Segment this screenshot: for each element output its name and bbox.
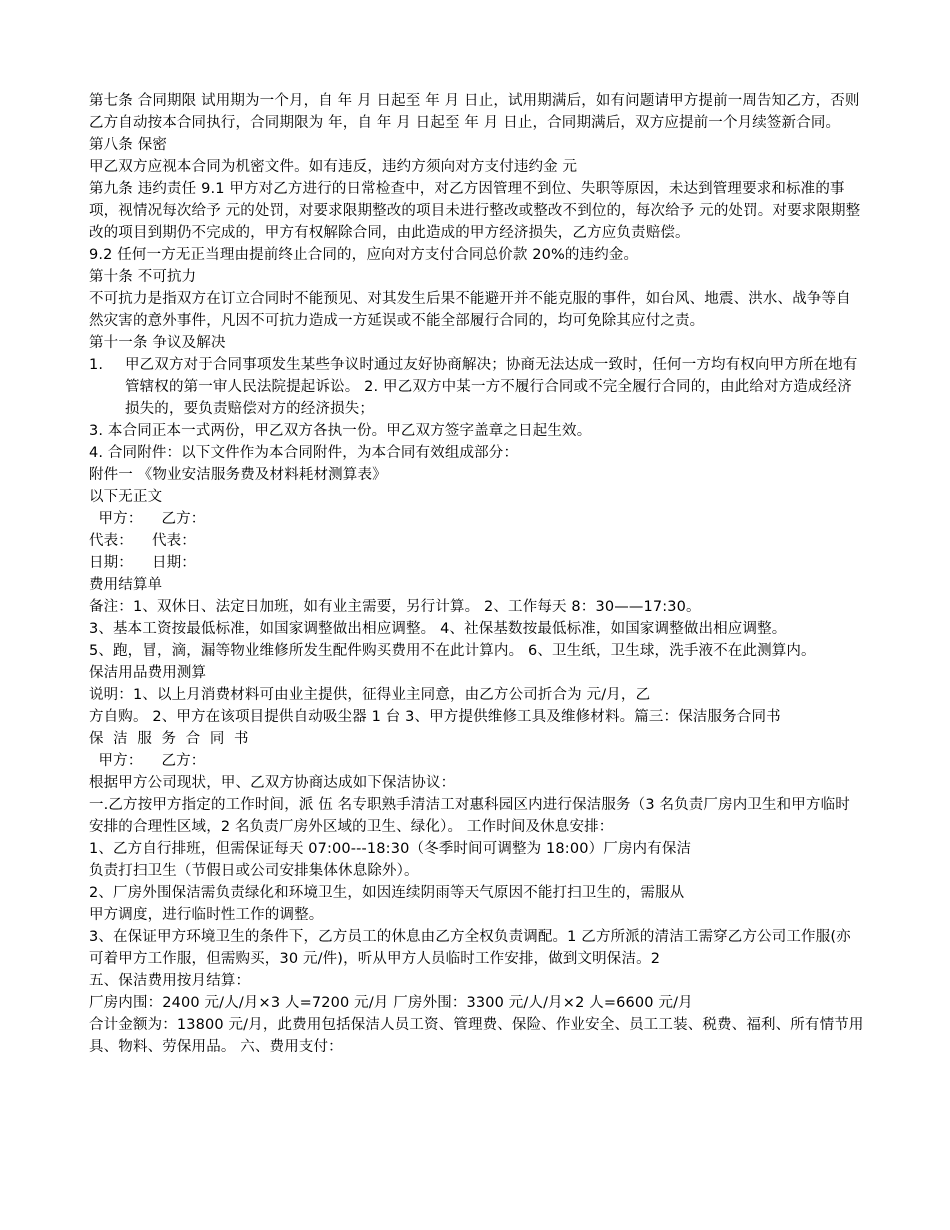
cleaning-cost-title: 保洁用品费用测算 — [89, 665, 207, 681]
contract-title: 保 洁 服 务 合 同 书 — [89, 731, 249, 747]
party-line: 甲方： 乙方： — [89, 511, 206, 527]
clause-10-text: 不可抗力是指双方在订立合同时不能预见、对其发生后果不能避开并不能克服的事件，如台风、地震、洪水、战争等自然灾害的意外事件，凡因不可抗力造成一方延误或不能全部履行合同的，均可免除其应付之责。 — [89, 291, 851, 329]
clause-10-heading: 第十条 不可抗力 — [89, 269, 197, 285]
clause-11-heading: 第十一条 争议及解决 — [89, 335, 226, 351]
remark-line-1: 备注：1、双休日、法定日加班，如有业主需要，另行计算。 2、工作每天 8：30——17:30。 — [89, 599, 701, 615]
date-line: 日期： 日期： — [89, 555, 196, 571]
schedule-line-1: 1、乙方自行排班，但需保证每天 07:00---18:30（冬季时间可调整为 18:00）厂房内有保洁 — [89, 841, 692, 857]
section-1-text: 一.乙方按甲方指定的工作时间，派 伍 名专职熟手清洁工对惠科园区内进行保洁服务（3 名负责厂房内卫生和甲方临时安排的合理性区域，2 名负责厂房外区域的卫生、绿化）。 工作时间及休息安排： — [89, 797, 850, 835]
party-line-2: 甲方： 乙方： — [89, 753, 206, 769]
remark-line-3: 5、跑，冒，滴，漏等物业维修所发生配件购买费用不在此计算内。 6、卫生纸，卫生球，洗手液不在此测算内。 — [89, 643, 816, 659]
clause-7-term: 第七条 合同期限 试用期为一个月，自 年 月 日起至 年 月 日止，试用期满后，如有问题请甲方提前一周告知乙方，否则乙方自动按本合同执行，合同期限为 年，自 年 月 日起至 年 月 日止，合同期满后，双方应提前一个月续签新合同。 — [89, 93, 860, 131]
representative-line: 代表： 代表： — [89, 533, 196, 549]
clause-8-heading: 第八条 保密 — [89, 137, 168, 153]
clause-8-text: 甲乙双方应视本合同为机密文件。如有违反，违约方须向对方支付违约金 元 — [89, 159, 578, 175]
attachment-title: 附件一 《物业安洁服务费及材料耗材测算表》 — [89, 467, 387, 483]
fee-breakdown: 厂房内围：2400 元/人/月×3 人=7200 元/月 厂房外围：3300 元/人/月×2 人=6600 元/月 — [89, 995, 693, 1011]
schedule-line-1b: 负责打扫卫生（节假日或公司安排集体休息除外）。 — [89, 863, 419, 879]
list-item — [89, 354, 864, 420]
clause-9-text: 第九条 违约责任 9.1 甲方对乙方进行的日常检查中，对乙方因管理不到位、失职等原因，未达到管理要求和标准的事项，视情况每次给予 元的处罚，对要求限期整改的项目未进行整改或整改不到位的，每次给予 元的处罚。对要求限期整改的项目到期仍不完成的，甲方有权解除合同，由此造成的甲方经济损失，乙方应负责赔偿。 — [89, 181, 861, 241]
schedule-line-2b: 甲方调度，进行临时性工作的调整。 — [89, 907, 324, 923]
item-3-text: 3. 本合同正本一式两份，甲乙双方各执一份。甲乙双方签字盖章之日起生效。 — [89, 423, 592, 439]
no-more-text-note: 以下无正文 — [89, 489, 163, 505]
item-4-text: 4. 合同附件：以下文件作为本合同附件，为本合同有效组成部分： — [89, 445, 519, 461]
fee-total: 合计金额为：13800 元/月，此费用包括保洁人员工资、管理费、保险、作业安全、员工工装、税费、福利、所有情节用具、物料、劳保用品。 六、费用支付： — [89, 1017, 864, 1055]
explanation-line-1: 说明：1、以上月消费材料可由业主提供，征得业主同意，由乙方公司折合为 元/月，乙 — [89, 687, 651, 703]
settlement-title: 费用结算单 — [89, 577, 163, 593]
clause-9-2-text: 9.2 任何一方无正当理由提前终止合同的，应向对方支付合同总价款 20%的违约金。 — [89, 247, 639, 263]
list-text: 甲乙双方对于合同事项发生某些争议时通过友好协商解决；协商无法达成一致时，任何一方均有权向甲方所在地有管辖权的第一审人民法院提起诉讼。 2. 甲乙双方中某一方不履行合同或不完全履行合同的，由此给对方造成经济损失的，要负责赔偿对方的经济损失； — [125, 357, 858, 417]
remark-line-2: 3、基本工资按最低标准，如国家调整做出相应调整。 4、社保基数按最低标准，如国家调整做出相应调整。 — [89, 621, 787, 637]
explanation-line-2: 方自购。 2、甲方在该项目提供自动吸尘器 1 台 3、甲方提供维修工具及维修材料。篇三：保洁服务合同书 — [89, 709, 781, 725]
list-number: 1. — [89, 357, 104, 373]
schedule-line-3: 3、在保证甲方环境卫生的条件下，乙方员工的休息由乙方全权负责调配。1 乙方所派的清洁工需穿乙方公司工作服(亦可着甲方工作服，但需购买，30 元/件)，听从甲方人员临时工作安排，做到文明保洁。2 — [89, 929, 851, 967]
agreement-intro: 根据甲方公司现状，甲、乙双方协商达成如下保洁协议： — [89, 775, 456, 791]
schedule-line-2: 2、厂房外围保洁需负责绿化和环境卫生，如因连续阴雨等天气原因不能打扫卫生的，需服从 — [89, 885, 685, 901]
section-5-heading: 五、保洁费用按月结算： — [89, 973, 251, 989]
document-body — [89, 90, 864, 1058]
